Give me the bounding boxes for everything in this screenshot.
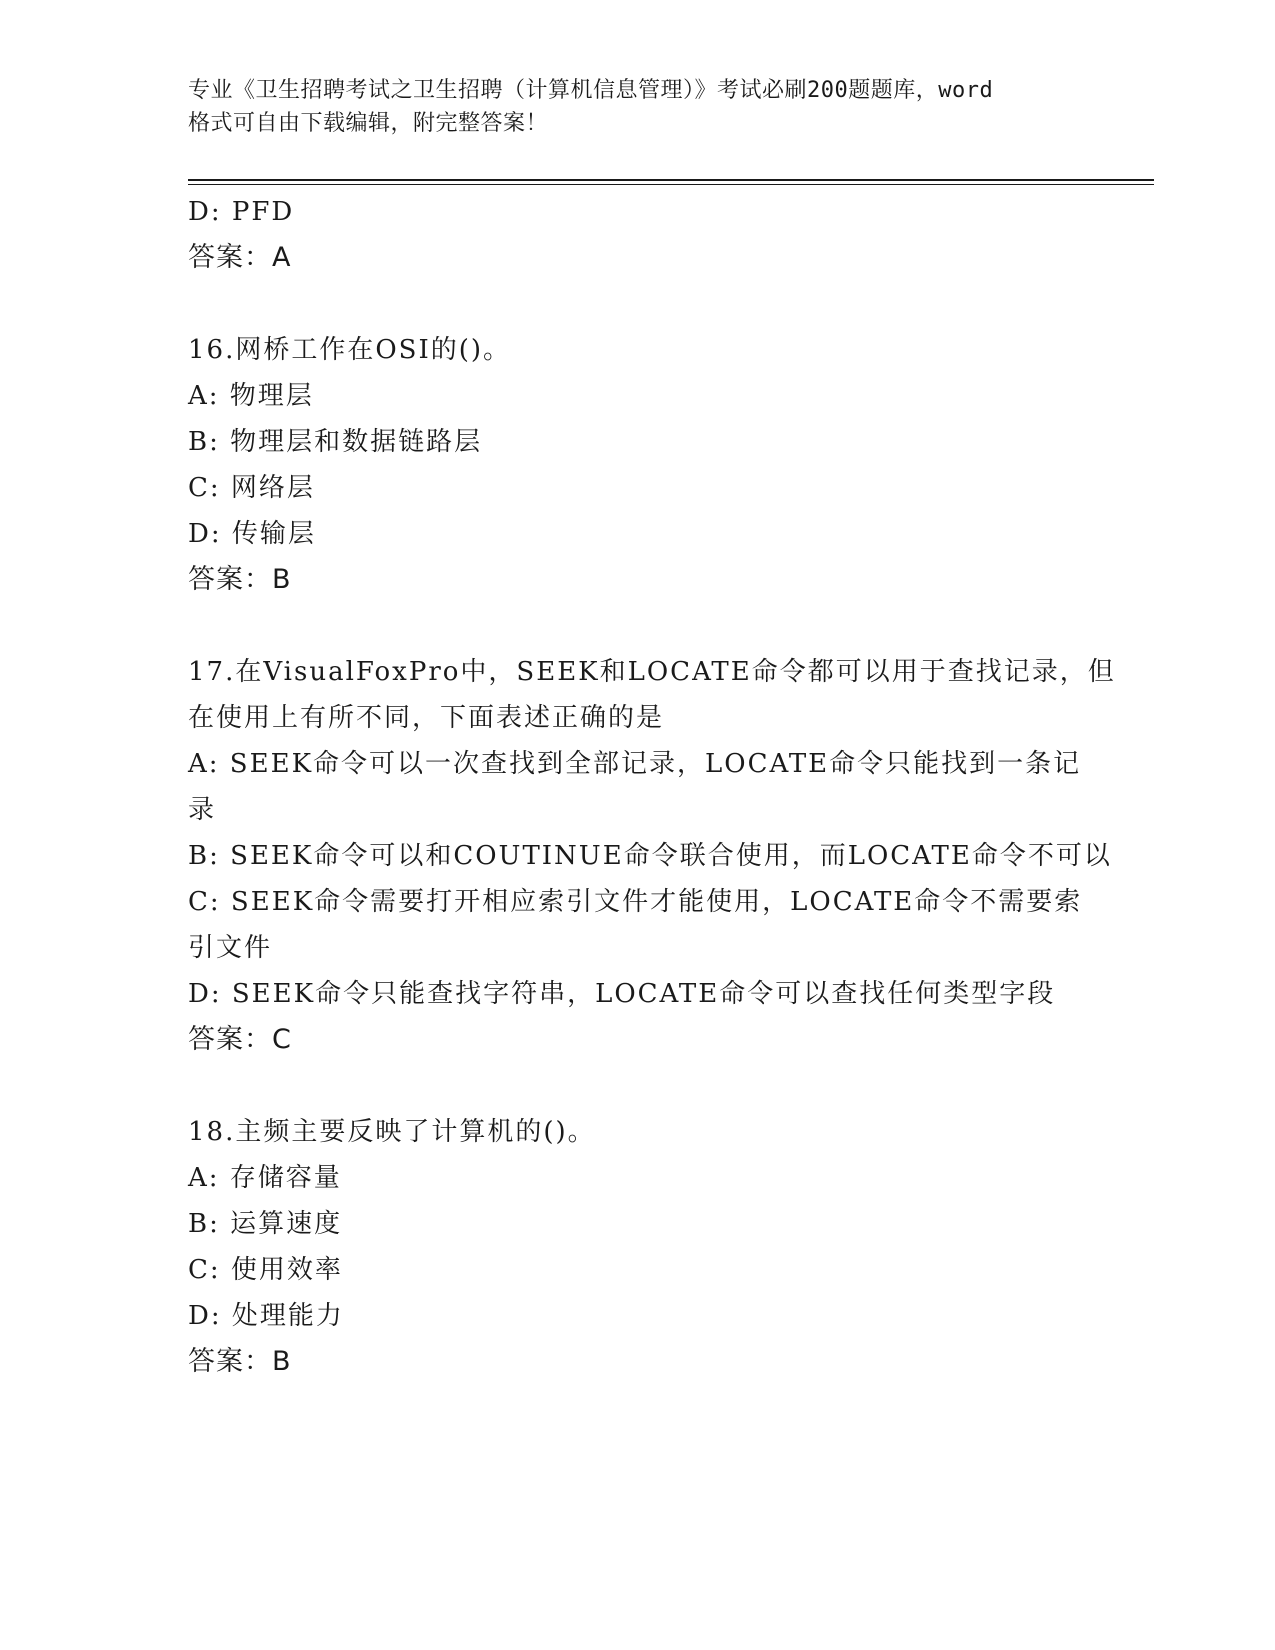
header-divider-thick <box>188 179 1154 181</box>
option-c: C: 网络层 <box>188 473 315 503</box>
question-18 <box>188 1109 1088 1385</box>
header-line-2: 格式可自由下载编辑，附完整答案！ <box>188 111 549 136</box>
question-15-tail <box>188 189 1088 281</box>
spacer <box>188 603 1088 649</box>
spacer <box>188 281 1088 327</box>
option-d: D: PFD <box>188 197 295 227</box>
document-header <box>188 74 1088 140</box>
question-16 <box>188 327 1088 603</box>
answer: 答案：C <box>188 1024 292 1055</box>
answer: 答案：A <box>188 242 292 273</box>
answer: 答案：B <box>188 564 292 595</box>
option-d: D: SEEK命令只能查找字符串，LOCATE命令可以查找任何类型字段 <box>188 979 1056 1009</box>
question-stem: 18.主频主要反映了计算机的()。 <box>188 1117 596 1147</box>
option-a: A: 存储容量 <box>188 1163 342 1193</box>
question-list <box>188 189 1116 1385</box>
option-a-line-2: 录 <box>188 795 217 825</box>
option-b: B: 物理层和数据链路层 <box>188 427 483 457</box>
option-d: D: 传输层 <box>188 519 316 549</box>
header-line-1: 专业《卫生招聘考试之卫生招聘（计算机信息管理）》考试必刷200题题库，word <box>188 78 994 103</box>
option-b: B: 运算速度 <box>188 1209 343 1239</box>
question-stem-line-1: 17.在VisualFoxPro中，SEEK和LOCATE命令都可以用于查找记录，但 <box>188 657 1116 687</box>
option-d: D: 处理能力 <box>188 1301 344 1331</box>
header-divider-thin <box>188 184 1154 185</box>
option-a: A: 物理层 <box>188 381 314 411</box>
spacer <box>188 1063 1088 1109</box>
option-b: B: SEEK命令可以和COUTINUE命令联合使用，而LOCATE命令不可以 <box>188 841 1112 871</box>
option-c-line-1: C: SEEK命令需要打开相应索引文件才能使用，LOCATE命令不需要索 <box>188 887 1083 917</box>
option-c-line-2: 引文件 <box>188 933 273 963</box>
option-c: C: 使用效率 <box>188 1255 343 1285</box>
option-a-line-1: A: SEEK命令可以一次查找到全部记录，LOCATE命令只能找到一条记 <box>188 749 1082 779</box>
question-17 <box>188 649 1116 1063</box>
question-stem: 16.网桥工作在OSI的()。 <box>188 335 512 365</box>
question-stem-line-2: 在使用上有所不同，下面表述正确的是 <box>188 703 665 733</box>
answer: 答案：B <box>188 1346 292 1377</box>
